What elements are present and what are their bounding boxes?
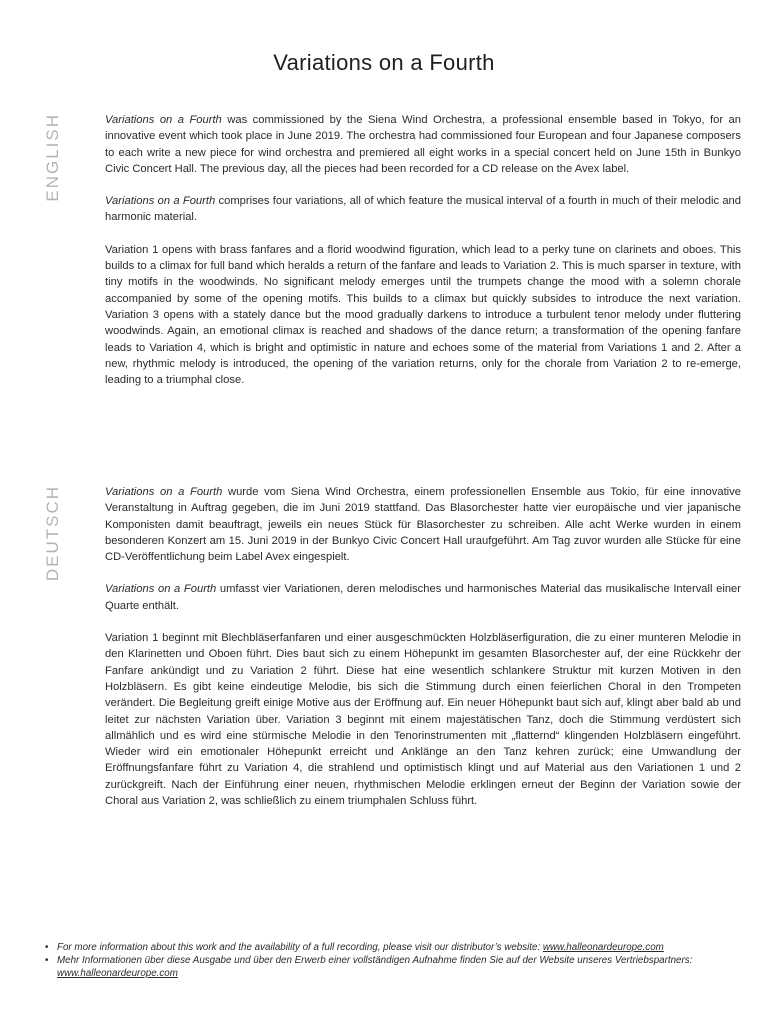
paragraph: Variations on a Fourth umfasst vier Variationen, deren melodisches und harmonisches Material das musikalische Intervall einer Quarte enthält. bbox=[105, 583, 742, 612]
section-english bbox=[43, 112, 741, 388]
footer-note-text: For more information about this work and the availability of a full recording, please visit our distributor’s website: www.halleonardeurope.com bbox=[57, 942, 664, 953]
bullet-icon: • bbox=[45, 942, 49, 953]
distributor-link[interactable]: www.halleonardeurope.com bbox=[542, 942, 664, 953]
paragraph: Variation 1 opens with brass fanfares and a florid woodwind figuration, which lead to a perky tune on clarinets and oboes. This builds to a climax for full band which heralds a return of the fanfare and leads to Variation 2. This is much sparser in texture, with tiny motifs in the woodwinds. No significant melody emerges until the trumpets change the mood with a solemn chorale accompanied by some of the opening motifs. This builds to a climax but quickly subsides to introduce the next variation. Variation 3 opens with a stately dance but the mood gradually darkens to introduce a turbulent tenor melody under fluttering woodwinds. Again, an emotional climax is reached and shadows of the dance return; a transformation of the opening fanfare leads to Variation 4, which is bright and optimistic in nature and echoes some of the material from Variations 1 and 2. After a new, rhythmic melody is introduced, the opening of the variation returns, only for the chorale from Variation 2 to re-emerge, leading to a triumphal close. bbox=[105, 243, 741, 387]
footer-note-text: Mehr Informationen über diese Ausgabe und über den Erwerb einer vollständigen Aufnahme finden Sie auf der Website unseres Vertriebspartners: www.halleonardeurope.com bbox=[57, 955, 693, 979]
distributor-link[interactable]: www.halleonardeurope.com bbox=[57, 968, 178, 979]
section-german bbox=[43, 484, 742, 809]
work-title-italic: Variations on a Fourth bbox=[105, 486, 228, 498]
bullet-icon: • bbox=[45, 955, 49, 966]
section-label-english: ENGLISH bbox=[43, 113, 62, 202]
footer-notes bbox=[45, 941, 742, 980]
page-title: Variations on a Fourth bbox=[273, 50, 495, 75]
work-title-italic: Variations on a Fourth bbox=[105, 114, 228, 126]
footer-note bbox=[45, 954, 742, 980]
section-english-paragraphs bbox=[105, 112, 741, 388]
footer-note bbox=[45, 941, 742, 954]
section-label-german: DEUTSCH bbox=[43, 485, 62, 582]
paragraph: Variations on a Fourth was commissioned by the Siena Wind Orchestra, a professional ensemble based in Tokyo, for an innovative event which took place in June 2019. The orchestra had commissioned four European and four Japanese composers to each write a new piece for wind orchestra and premiered all eight works in a special concert held on June 15th in Bunkyo Civic Concert Hall. The previous day, all the pieces had been recorded for a CD release on the Avex label. bbox=[105, 114, 741, 175]
paragraph: Variations on a Fourth wurde vom Siena Wind Orchestra, einem professionellen Ensemble aus Tokio, für eine innovative Veranstaltung in Auftrag gegeben, die im Juni 2019 stattfand. Das Blasorchester hatte vier europäische und vier japanische Komponisten damit beauftragt, jeweils ein neues Stück für Blasorchester zu schreiben. Alle acht Werke wurden in einem besonderen Konzert am 15. Juni 2019 in der Bunkyo Civic Concert Hall uraufgeführt. Am Tag zuvor wurden alle Stücke für eine CD-Veröffentlichung beim Label Avex eingespielt. bbox=[105, 486, 741, 564]
work-title-italic: Variations on a Fourth bbox=[105, 583, 220, 596]
paragraph: Variations on a Fourth comprises four variations, all of which feature the musical interval of a fourth in much of their melodic and harmonic material. bbox=[105, 195, 741, 224]
work-title-italic: Variations on a Fourth bbox=[105, 195, 219, 208]
section-german-paragraphs bbox=[105, 484, 741, 809]
paragraph: Variation 1 beginnt mit Blechbläserfanfaren und einer ausgeschmückten Holzbläserfiguration, die zu einer munteren Melodie in den Klarinetten und Oboen führt. Dies baut sich zu einem Höhepunkt im gesamten Blasorchester auf, der eine Rückkehr der Fanfare ankündigt und zu Variation 2 führt. Diese hat eine wesentlich schlankere Struktur mit kurzen Motiven in den Holzbläsern. Es gibt keine eindeutige Melodie, bis sich die Stimmung durch einen feierlichen Choral in den Trompeten verändert. Die Begleitung greift einige Motive aus der Eröffnung auf. Ein neuer Höhepunkt baut sich auf, klingt aber bald ab und leitet zur nächsten Variation über. Variation 3 beginnt mit einem majestätischen Tanz, doch die Stimmung verdüstert sich allmählich und es wird eine stürmische Melodie in den Tenorinstrumenten mit „flatternd“ klingenden Holzbläsern eingeführt. Wieder wird ein emotionaler Höhepunkt erreicht und Anklänge an den Tanz kehren zurück; eine Umwandlung der Eröffnungsfanfare führt zu Variation 4, die strahlend und optimistisch klingt und auf Material aus den Variationen 1 und 2 zurückgreift. Nach der Einführung einer neuen, rhythmischen Melodie erklingen erneut der Beginn der Variation sowie der Choral aus Variation 2, was schließlich zu einem triumphalen Schluss führt. bbox=[105, 632, 741, 808]
